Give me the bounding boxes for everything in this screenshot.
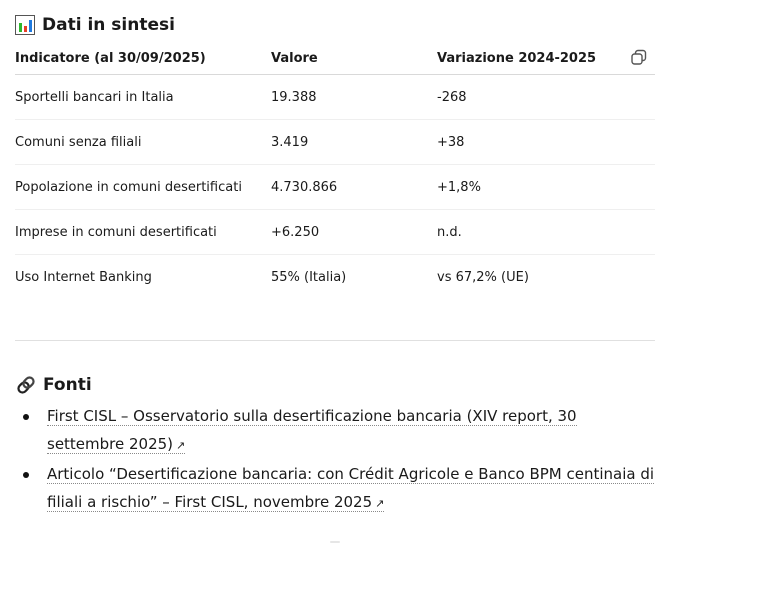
cell-indicator: Comuni senza filiali: [15, 120, 271, 165]
source-link-label: Articolo “Desertificazione bancaria: con Crédit Agricole e Banco BPM centinaia di filiali a rischio” – First CISL, novembre 2025: [47, 465, 655, 511]
sources-title: Fonti: [43, 375, 92, 395]
list-item: [15, 402, 655, 460]
header-variazione: Variazione 2024-2025: [437, 42, 655, 75]
summary-title: Dati in sintesi: [42, 15, 175, 35]
source-link-first-cisl-report[interactable]: [47, 407, 577, 454]
list-item: [15, 460, 655, 518]
table-row: [15, 120, 655, 165]
header-valore: Valore: [271, 42, 437, 75]
cell-change: +38: [437, 120, 655, 165]
table-header-row: [15, 42, 655, 75]
cell-change: -268: [437, 75, 655, 120]
external-link-icon: ↗: [176, 439, 186, 452]
cell-change: +1,8%: [437, 165, 655, 210]
source-link-article[interactable]: [47, 465, 654, 512]
cell-change: vs 67,2% (UE): [437, 269, 529, 285]
cell-change: n.d.: [437, 210, 655, 255]
summary-table: [15, 42, 655, 299]
table-row: [15, 75, 655, 120]
sources-list: [15, 402, 655, 518]
cell-value: 19.388: [271, 75, 437, 120]
link-icon: [15, 374, 37, 396]
cell-value: +6.250: [271, 210, 437, 255]
copy-icon: [629, 48, 649, 68]
table-row: [15, 210, 655, 255]
cell-indicator: Uso Internet Banking: [15, 269, 152, 285]
cell-indicator: Sportelli bancari in Italia: [15, 75, 271, 120]
summary-heading: [15, 12, 175, 38]
cell-value: 4.730.866: [271, 165, 437, 210]
cell-indicator: Imprese in comuni desertificati: [15, 210, 271, 255]
cell-value: 3.419: [271, 120, 437, 165]
scroll-indicator: [330, 541, 340, 543]
copy-table-button[interactable]: [629, 48, 649, 68]
sources-heading: [15, 372, 92, 398]
bar-chart-icon: [15, 15, 35, 35]
source-link-label: First CISL – Osservatorio sulla desertificazione bancaria (XIV report, 30 settembre 2025): [47, 407, 577, 453]
header-indicatore: Indicatore (al 30/09/2025): [15, 42, 271, 75]
section-divider: [15, 340, 655, 341]
external-link-icon: ↗: [375, 497, 385, 510]
table-row: [15, 255, 655, 300]
cell-value: 55% (Italia): [271, 269, 347, 285]
table-row: [15, 165, 655, 210]
cell-indicator: Popolazione in comuni desertificati: [15, 165, 271, 210]
